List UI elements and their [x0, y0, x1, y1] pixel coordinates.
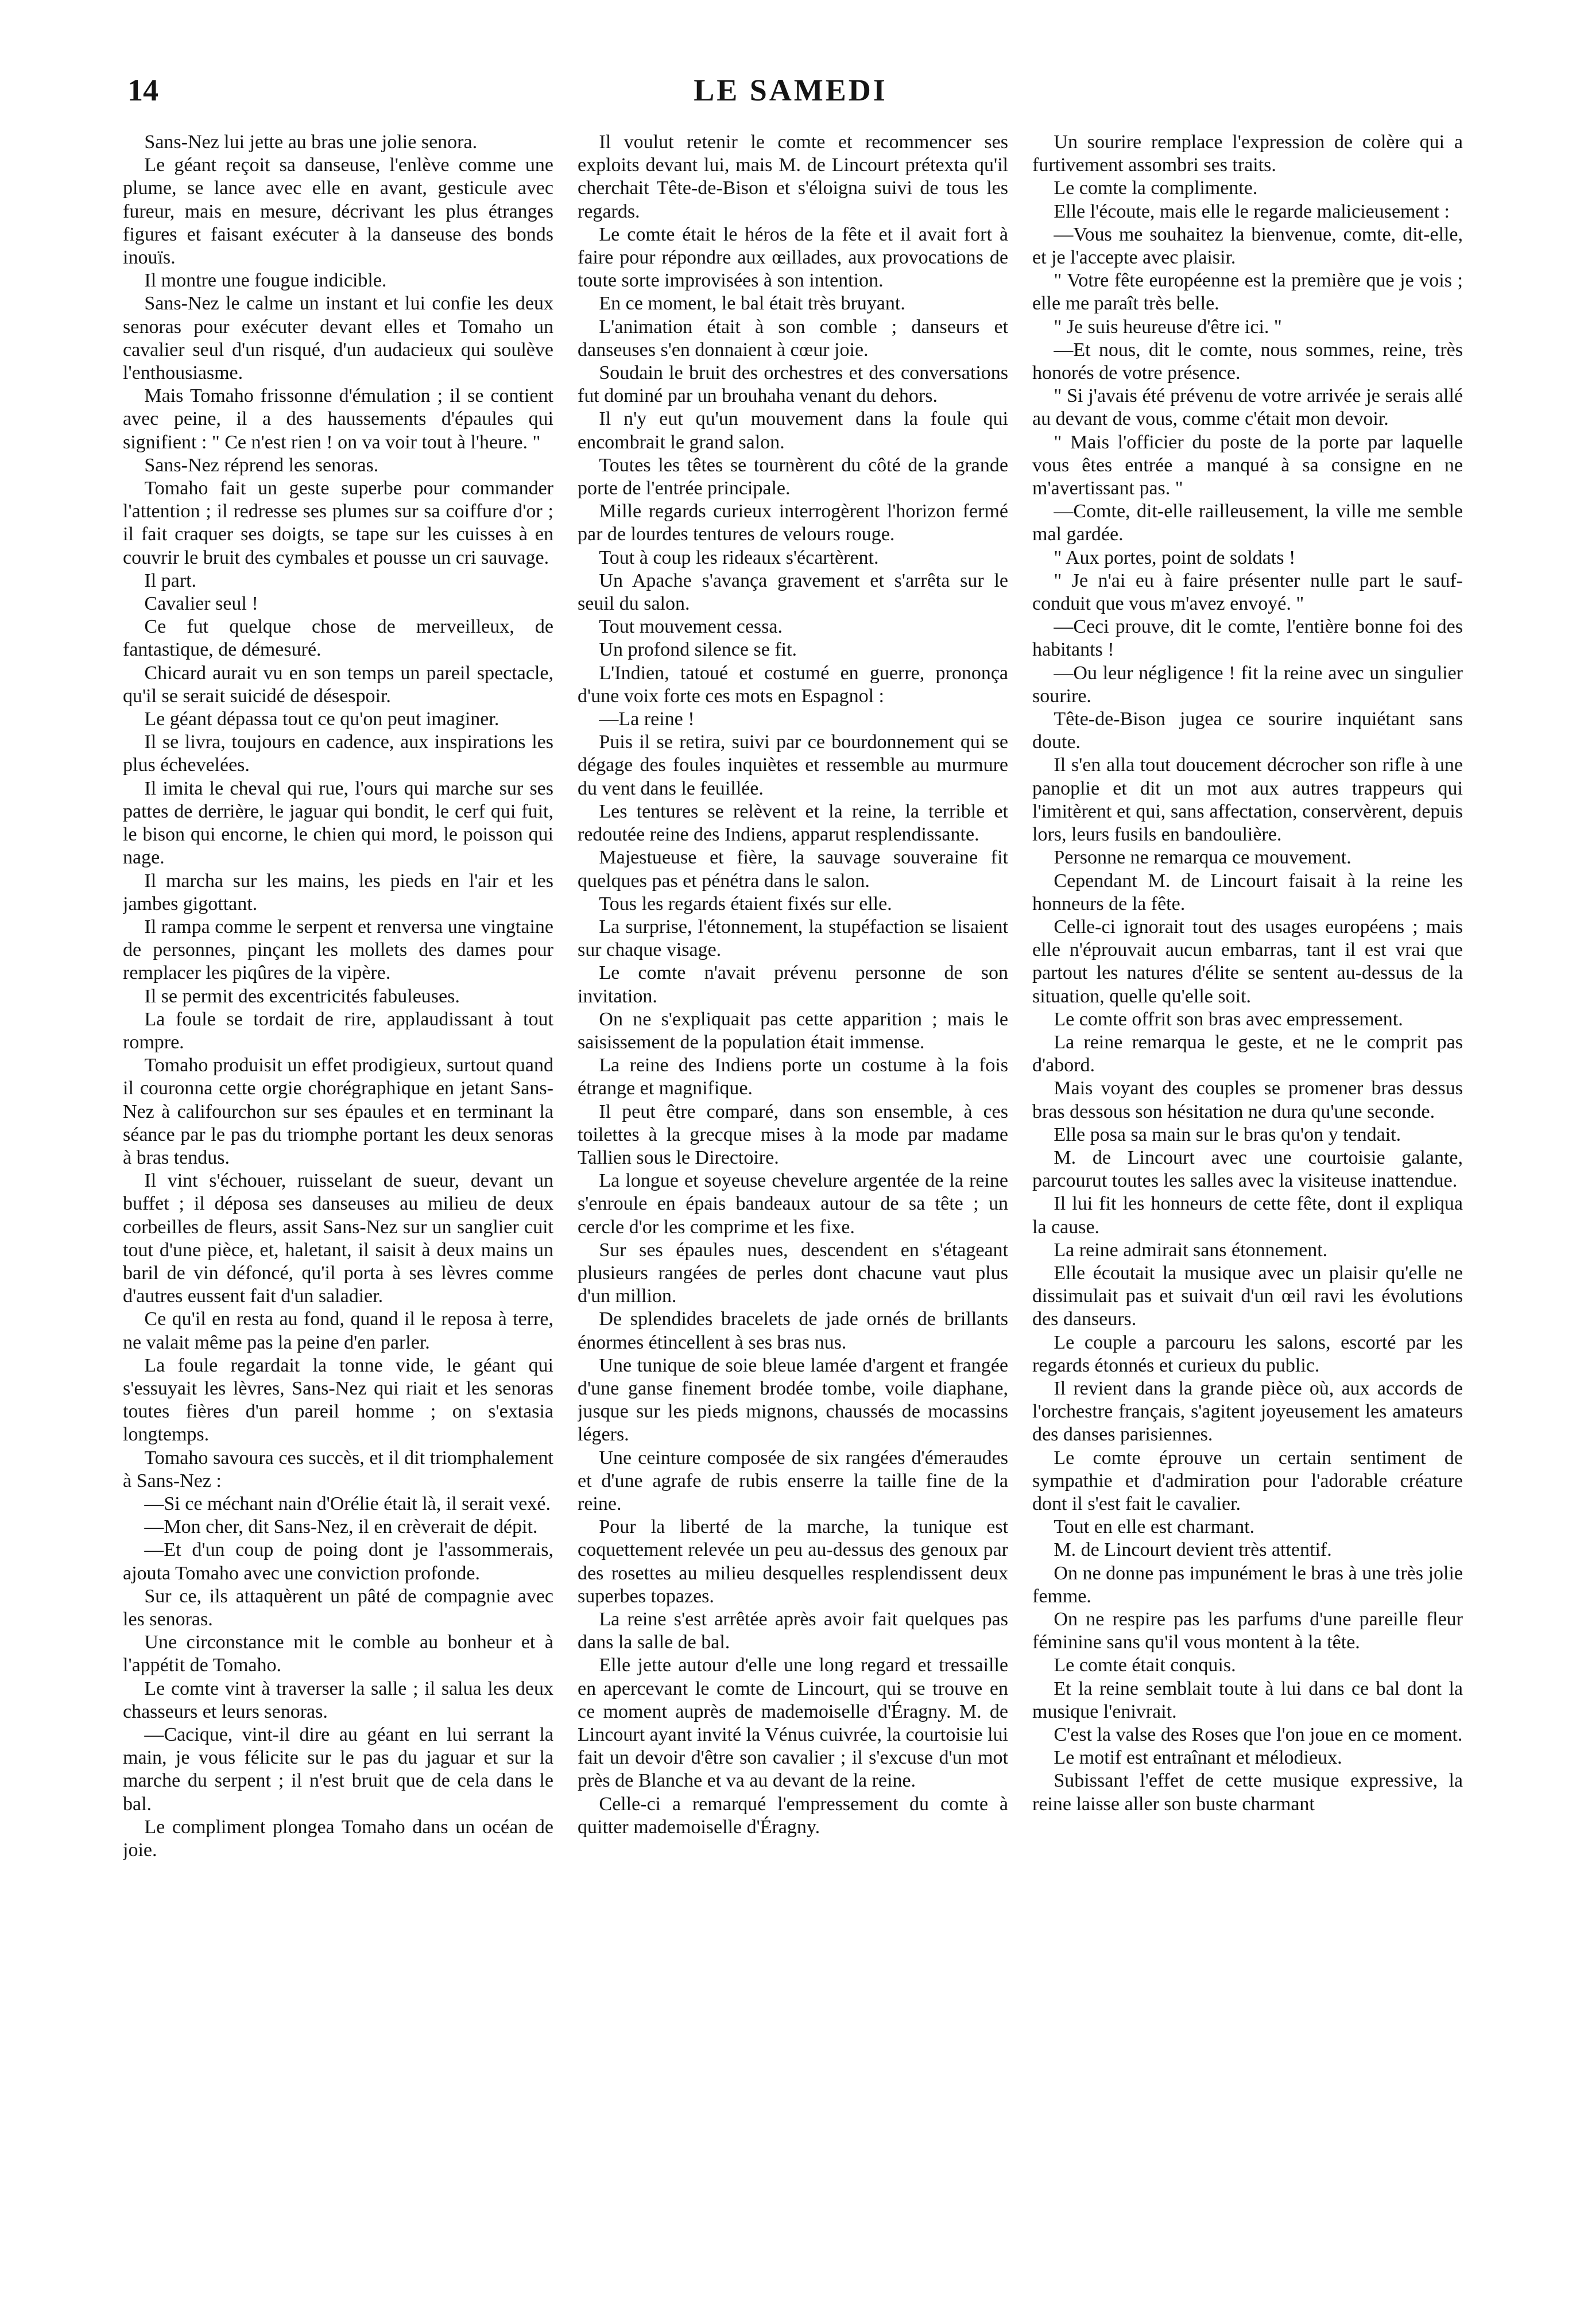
- paragraph: Le comte offrit son bras avec empressement.: [1054, 1008, 1403, 1030]
- paragraph: Sans-Nez lui jette au bras une jolie senora.: [144, 131, 478, 153]
- paragraph: Sur ses épaules nues, descendent en s'étageant plusieurs rangées de perles dont chacune vaut plus d'un million.: [578, 1239, 1008, 1307]
- paragraph: Soudain le bruit des orchestres et des conversations fut dominé par un brouhaha venant du dehors.: [578, 362, 1008, 407]
- paragraph: —Comte, dit-elle railleusement, la ville me semble mal gardée.: [1032, 501, 1463, 545]
- paragraph: —Si ce méchant nain d'Orélie était là, il serait vexé.: [144, 1493, 551, 1515]
- paragraph: La foule regardait la tonne vide, le géant qui s'essuyait les lèvres, Sans-Nez qui riait et les senoras toutes fières d'un pareil homme ; on s'extasia longtemps.: [123, 1354, 553, 1446]
- paragraph: Il imita le cheval qui rue, l'ours qui marche sur ses pattes de derrière, le jaguar qui bondit, le cerf qui fuit, le bison qui encorne, le chien qui mord, le poisson qui nage.: [123, 777, 553, 869]
- paragraph: " Votre fête européenne est la première que je vois ; elle me paraît très belle.: [1032, 270, 1463, 315]
- paragraph: Subissant l'effet de cette musique expressive, la reine laisse aller son buste charmant: [1032, 1770, 1463, 1815]
- paragraph: " Je suis heureuse d'être ici. ": [1054, 316, 1282, 338]
- paragraph: Sur ce, ils attaquèrent un pâté de compagnie avec les senoras.: [123, 1585, 553, 1630]
- paragraph: Tomaho fait un geste superbe pour commander l'attention ; il redresse ses plumes sur sa coiffure d'or ; il fait craquer ses doigts, se tape sur les cuisses à en couvrir le bruit des cymbales et pousse un cri sauvage.: [123, 478, 553, 568]
- paragraph: Celle-ci ignorait tout des usages européens ; mais elle n'éprouvait aucun embarras, tant il est vrai que partout les natures d'élite se sentent au-dessus de la situation, quelle qu'elle soit.: [1032, 916, 1463, 1007]
- paragraph: M. de Lincourt avec une courtoisie galante, parcourut toutes les salles avec la visiteuse inattendue.: [1032, 1146, 1463, 1192]
- paragraph: Elle écoutait la musique avec un plaisir qu'elle ne dissimulait pas et suivait d'un œil ravi les évolutions des danseurs.: [1032, 1262, 1463, 1330]
- paragraph: Majestueuse et fière, la sauvage souveraine fit quelques pas et pénétra dans le salon.: [578, 847, 1008, 892]
- paragraph: L'animation était à son comble ; danseurs et danseuses s'en donnaient à cœur joie.: [578, 316, 1008, 361]
- paragraph: Tête-de-Bison jugea ce sourire inquiétant sans doute.: [1032, 708, 1463, 753]
- paragraph: Le comte la complimente.: [1054, 177, 1258, 199]
- page-header: [127, 70, 1454, 122]
- paragraph: Le comte vint à traverser la salle ; il salua les deux chasseurs et leurs senoras.: [123, 1678, 553, 1722]
- paragraph: Celle-ci a remarqué l'empressement du comte à quitter mademoiselle d'Éragny.: [578, 1793, 1008, 1838]
- paragraph: —Vous me souhaitez la bienvenue, comte, dit-elle, et je l'accepte avec plaisir.: [1032, 223, 1463, 269]
- paragraph: Tomaho savoura ces succès, et il dit triomphalement à Sans-Nez :: [123, 1447, 553, 1492]
- paragraph: La reine s'est arrêtée après avoir fait quelques pas dans la salle de bal.: [578, 1609, 1008, 1653]
- paragraph: " Aux portes, point de soldats !: [1054, 547, 1296, 568]
- paragraph: Cependant M. de Lincourt faisait à la reine les honneurs de la fête.: [1032, 870, 1463, 915]
- paragraph: Il revient dans la grande pièce où, aux accords de l'orchestre français, s'agitent joyeusement les amateurs des danses parisiennes.: [1032, 1377, 1463, 1446]
- paragraph: Tout à coup les rideaux s'écartèrent.: [599, 547, 879, 568]
- paragraph: Puis il se retira, suivi par ce bourdonnement qui se dégage des foules inquiètes et ressemble au murmure du vent dans le feuillée.: [578, 731, 1008, 799]
- paragraph: Chicard aurait vu en son temps un pareil spectacle, qu'il se serait suicidé de désespoir.: [123, 662, 553, 707]
- paragraph: Il marcha sur les mains, les pieds en l'air et les jambes gigottant.: [123, 870, 553, 915]
- paragraph: La longue et soyeuse chevelure argentée de la reine s'enroule en épais bandeaux autour de sa tête ; un cercle d'or les comprime et les fixe.: [578, 1170, 1008, 1238]
- paragraph: L'Indien, tatoué et costumé en guerre, prononça d'une voix forte ces mots en Espagnol :: [578, 662, 1008, 707]
- paragraph: Il peut être comparé, dans son ensemble, à ces toilettes à la grecque mises à la mode par madame Tallien sous le Directoire.: [578, 1101, 1008, 1168]
- paragraph: Ce fut quelque chose de merveilleux, de fantastique, de démesuré.: [123, 616, 553, 661]
- paragraph: —Et nous, dit le comte, nous sommes, reine, très honorés de votre présence.: [1032, 339, 1463, 384]
- paragraph: " Je n'ai eu à faire présenter nulle part le sauf-conduit que vous m'avez envoyé. ": [1032, 570, 1463, 615]
- paragraph: —Et d'un coup de poing dont je l'assommerais, ajouta Tomaho avec une conviction profonde.: [123, 1539, 553, 1584]
- paragraph: Il montre une fougue indicible.: [144, 270, 387, 292]
- paragraph: Le compliment plongea Tomaho dans un océan de joie.: [123, 1816, 553, 1861]
- paragraph: Il s'en alla tout doucement décrocher son rifle à une panoplie et dit un mot aux autres trappeurs qui l'imitèrent et qui, sans affectation, conservèrent, depuis lors, leurs fusils en bandoulière.: [1032, 754, 1463, 846]
- paragraph: Elle l'écoute, mais elle le regarde malicieusement :: [1054, 200, 1450, 222]
- paragraph: —Ou leur négligence ! fit la reine avec un singulier sourire.: [1032, 662, 1463, 707]
- paragraph: Le comte était le héros de la fête et il avait fort à faire pour répondre aux œillades, aux provocations de toute sorte improvisées à son intention.: [578, 223, 1008, 292]
- paragraph: Le comte éprouve un certain sentiment de sympathie et d'admiration pour l'adorable créature dont il s'est fait le cavalier.: [1032, 1447, 1463, 1515]
- page-number: 14: [127, 73, 158, 107]
- journal-title: LE SAMEDI: [694, 73, 888, 107]
- paragraph: Un Apache s'avança gravement et s'arrêta sur le seuil du salon.: [578, 570, 1008, 615]
- text-column-middle: [578, 131, 1008, 2295]
- paragraph: Il n'y eut qu'un mouvement dans la foule qui encombrait le grand salon.: [578, 408, 1008, 453]
- paragraph: Mais Tomaho frissonne d'émulation ; il se contient avec peine, il a des haussements d'épaules qui signifient : " Ce n'est rien ! on va voir tout à l'heure. ": [123, 385, 553, 453]
- paragraph: Il lui fit les honneurs de cette fête, dont il expliqua la cause.: [1032, 1193, 1463, 1238]
- paragraph: Le comte était conquis.: [1054, 1655, 1236, 1676]
- paragraph: On ne donne pas impunément le bras à une très jolie femme.: [1032, 1562, 1463, 1607]
- paragraph: Une circonstance mit le comble au bonheur et à l'appétit de Tomaho.: [123, 1632, 553, 1676]
- paragraph: Les tentures se relèvent et la reine, la terrible et redoutée reine des Indiens, apparut resplendissante.: [578, 800, 1008, 846]
- paragraph: La foule se tordait de rire, applaudissant à tout rompre.: [123, 1008, 553, 1053]
- paragraph: C'est la valse des Roses que l'on joue en ce moment.: [1054, 1724, 1463, 1746]
- paragraph: Un sourire remplace l'expression de colère qui a furtivement assombri ses traits.: [1032, 131, 1463, 176]
- paragraph: Cavalier seul !: [144, 593, 258, 615]
- text-column-left: [123, 131, 553, 2295]
- paragraph: Elle posa sa main sur le bras qu'on y tendait.: [1054, 1124, 1401, 1145]
- paragraph: Sans-Nez réprend les senoras.: [144, 454, 379, 476]
- paragraph: Le comte n'avait prévenu personne de son invitation.: [578, 962, 1008, 1007]
- paragraph: Une ceinture composée de six rangées d'émeraudes et d'une agrafe de rubis enserre la taille fine de la reine.: [578, 1447, 1008, 1515]
- paragraph: —Mon cher, dit Sans-Nez, il en crèverait de dépit.: [144, 1516, 538, 1538]
- paragraph: La reine admirait sans étonnement.: [1054, 1239, 1328, 1261]
- paragraph: —Cacique, vint-il dire au géant en lui serrant la main, je vous félicite sur le pas du jaguar et sur la marche du serpent ; il n'est bruit que de cela dans le bal.: [123, 1724, 553, 1815]
- paragraph: Personne ne remarqua ce mouvement.: [1054, 847, 1351, 869]
- paragraph: Il voulut retenir le comte et recommencer ses exploits devant lui, mais M. de Lincourt prétexta qu'il cherchait Tête-de-Bison et s'éloigna suivi de tous les regards.: [578, 131, 1008, 222]
- paragraph: Le géant dépassa tout ce qu'on peut imaginer.: [144, 708, 499, 730]
- paragraph: On ne respire pas les parfums d'une pareille fleur féminine sans qu'il vous montent à la tête.: [1032, 1609, 1463, 1653]
- paragraph: Tout en elle est charmant.: [1054, 1516, 1255, 1538]
- paragraph: Ce qu'il en resta au fond, quand il le reposa à terre, ne valait même pas la peine d'en parler.: [123, 1308, 553, 1353]
- paragraph: Toutes les têtes se tournèrent du côté de la grande porte de l'entrée principale.: [578, 454, 1008, 499]
- paragraph: Tous les regards étaient fixés sur elle.: [599, 893, 892, 915]
- paragraph: De splendides bracelets de jade ornés de brillants énormes étincellent à ses bras nus.: [578, 1308, 1008, 1353]
- paragraph: La reine remarqua le geste, et ne le comprit pas d'abord.: [1032, 1031, 1463, 1076]
- paragraph: Un profond silence se fit.: [599, 639, 797, 661]
- paragraph: Tomaho produisit un effet prodigieux, surtout quand il couronna cette orgie chorégraphique en jetant Sans-Nez à califourchon sur ses épaules et en terminant la séance par le pas du triomphe portant les deux senoras à bras tendus.: [123, 1055, 553, 1168]
- paragraph: La reine des Indiens porte un costume à la fois étrange et magnifique.: [578, 1055, 1008, 1099]
- paragraph: Il se permit des excentricités fabuleuses.: [144, 985, 460, 1007]
- paragraph: Et la reine semblait toute à lui dans ce bal dont la musique l'enivrait.: [1032, 1678, 1463, 1722]
- text-columns: [123, 131, 1463, 2295]
- text-column-right: [1032, 131, 1463, 2295]
- paragraph: La surprise, l'étonnement, la stupéfaction se lisaient sur chaque visage.: [578, 916, 1008, 961]
- paragraph: Il part.: [144, 570, 197, 591]
- paragraph: " Si j'avais été prévenu de votre arrivée je serais allé au devant de vous, comme c'était mon devoir.: [1032, 385, 1463, 430]
- paragraph: Le motif est entraînant et mélodieux.: [1054, 1747, 1342, 1769]
- paragraph: Mais voyant des couples se promener bras dessus bras dessous son hésitation ne dura qu'une seconde.: [1032, 1078, 1463, 1122]
- paragraph: M. de Lincourt devient très attentif.: [1054, 1539, 1332, 1561]
- paragraph: Il rampa comme le serpent et renversa une vingtaine de personnes, pinçant les mollets des dames pour remplacer les piqûres de la vipère.: [123, 916, 553, 984]
- paragraph: En ce moment, le bal était très bruyant.: [599, 293, 905, 315]
- paragraph: —Ceci prouve, dit le comte, l'entière bonne foi des habitants !: [1032, 616, 1463, 661]
- paragraph: Le couple a parcouru les salons, escorté par les regards étonnés et curieux du public.: [1032, 1331, 1463, 1376]
- paragraph: " Mais l'officier du poste de la porte par laquelle vous êtes entrée a manqué à sa consigne en ne m'avertissant pas. ": [1032, 431, 1463, 499]
- paragraph: Sans-Nez le calme un instant et lui confie les deux senoras pour exécuter devant elles et Tomaho un cavalier seul d'un risqué, d'un audacieux qui soulève l'enthousiasme.: [123, 293, 553, 384]
- paragraph: Elle jette autour d'elle une long regard et tressaille en apercevant le comte de Lincourt, qui se trouve en ce moment auprès de mademoiselle d'Éragny. M. de Lincourt ayant invité la Vénus cuivrée, la courtoisie lui fait un devoir d'être son cavalier ; il s'excuse d'un mot près de Blanche et va au devant de la reine.: [578, 1655, 1008, 1792]
- paragraph: Mille regards curieux interrogèrent l'horizon fermé par de lourdes tentures de velours rouge.: [578, 501, 1008, 545]
- paragraph: Une tunique de soie bleue lamée d'argent et frangée d'une ganse finement brodée tombe, voile diaphane, jusque sur les pieds mignons, chaussés de mocassins légers.: [578, 1354, 1008, 1446]
- paragraph: On ne s'expliquait pas cette apparition ; mais le saisissement de la population était immense.: [578, 1008, 1008, 1053]
- paragraph: Tout mouvement cessa.: [599, 616, 783, 638]
- paragraph: —La reine !: [599, 708, 695, 730]
- paragraph: Il se livra, toujours en cadence, aux inspirations les plus échevelées.: [123, 731, 553, 776]
- paragraph: Pour la liberté de la marche, la tunique est coquettement relevée un peu au-dessus des genoux par des rosettes au milieu desquelles resplendissent deux superbes topazes.: [578, 1516, 1008, 1607]
- paragraph: Il vint s'échouer, ruisselant de sueur, devant un buffet ; il déposa ses danseuses au milieu de deux corbeilles de fleurs, assit Sans-Nez sur un sanglier cuit tout d'une pièce, et, haletant, il saisit à deux mains un baril de vin défoncé, qu'il porta à ses lèvres comme d'autres eussent fait d'un saladier.: [123, 1170, 553, 1307]
- paragraph: Le géant reçoit sa danseuse, l'enlève comme une plume, se lance avec elle en avant, gesticule avec fureur, mais en mesure, décrivant les plus étranges figures et faisant exécuter à la danseuse des bonds inouïs.: [123, 154, 553, 269]
